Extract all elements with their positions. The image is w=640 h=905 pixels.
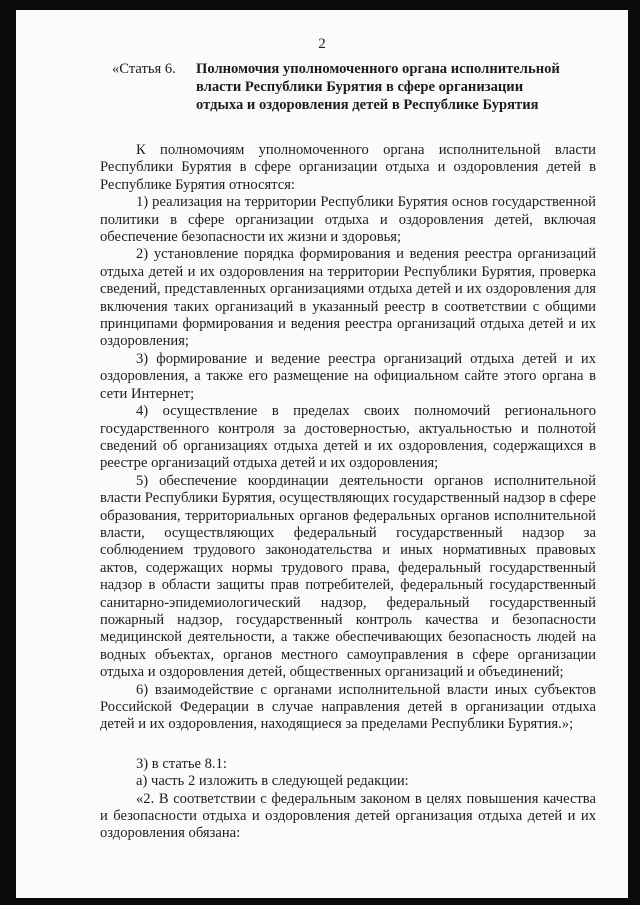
item-paragraph: 5) обеспечение координации деятельности органов исполнительной власти Республики Бурятия, осуществляющих государственный надзор в сфере образования, территориальных органов федеральных органов исполнительной власти, осуществляющих федеральный государственный надзор за соблюдением трудового законодательства и иных нормативных правовых актов, содержащих нормы трудового права, федеральный государственный надзор в области защиты прав потребителей, федеральный государственный санитарно-эпидемиологический надзор, федеральный государственный пожарный надзор, государственный контроль качества и безопасности медицинской деятельности, а также обеспечивающих безопасность людей на водных объектах, органов местного самоуправления в сфере организации отдыха и оздоровления детей, общественных организаций и объединений; — [100, 472, 596, 681]
article-title-line: власти Республики Бурятия в сфере организации — [196, 79, 524, 95]
item-paragraph: 6) взаимодействие с органами исполнительной власти иных субъектов Российской Федерации в случае направления детей в организации отдыха детей и их оздоровления, находящиеся за пределами Республики Бурятия.»; — [100, 681, 596, 733]
page-number: 2 — [318, 36, 326, 52]
intro-paragraph: К полномочиям уполномоченного органа исполнительной власти Республики Бурятия в сфере организации отдыха и оздоровления детей в Республике Бурятия относятся: — [100, 142, 596, 193]
document-page — [16, 10, 628, 898]
amendment-paragraph: 3) в статье 8.1: — [136, 755, 227, 772]
article-title-line: отдыха и оздоровления детей в Республике Бурятия — [196, 97, 539, 113]
article-heading — [112, 60, 592, 114]
article-number: «Статья 6. — [112, 61, 176, 77]
article-title — [196, 60, 592, 114]
item-paragraph: 3) формирование и ведение реестра организаций отдыха детей и их оздоровления, а также его размещение на официальном сайте этого органа в сети Интернет; — [100, 350, 596, 402]
amendment-paragraph: а) часть 2 изложить в следующей редакции: — [136, 773, 409, 790]
article-body — [100, 142, 596, 843]
item-paragraph: 1) реализация на территории Республики Бурятия основ государственной политики в сфере организации отдыха и оздоровления детей, включая обеспечение безопасности их жизни и здоровья; — [100, 194, 596, 246]
item-paragraph: 2) установление порядка формирования и ведения реестра организаций отдыха детей и их оздоровления на территории Республики Бурятия, проверка сведений, представленных организациями отдыха детей и их оздоровления для включения таких организаций в указанный реестр в соответствии с общими принципами формирования и ведения реестра организаций отдыха детей и их оздоровления; — [100, 246, 596, 350]
item-paragraph: 4) осуществление в пределах своих полномочий регионального государственного контроля за достоверностью, актуальностью и полнотой сведений об организациях отдыха детей и их оздоровления, содержащихся в реестре организаций отдыха детей и их оздоровления; — [100, 403, 596, 472]
amendment-paragraph: «2. В соответствии с федеральным законом в целях повышения качества и безопасности отдыха и оздоровления детей организация отдыха детей и их оздоровления обязана: — [100, 790, 596, 842]
article-title-line: Полномочия уполномоченного органа исполнительной — [196, 61, 560, 77]
